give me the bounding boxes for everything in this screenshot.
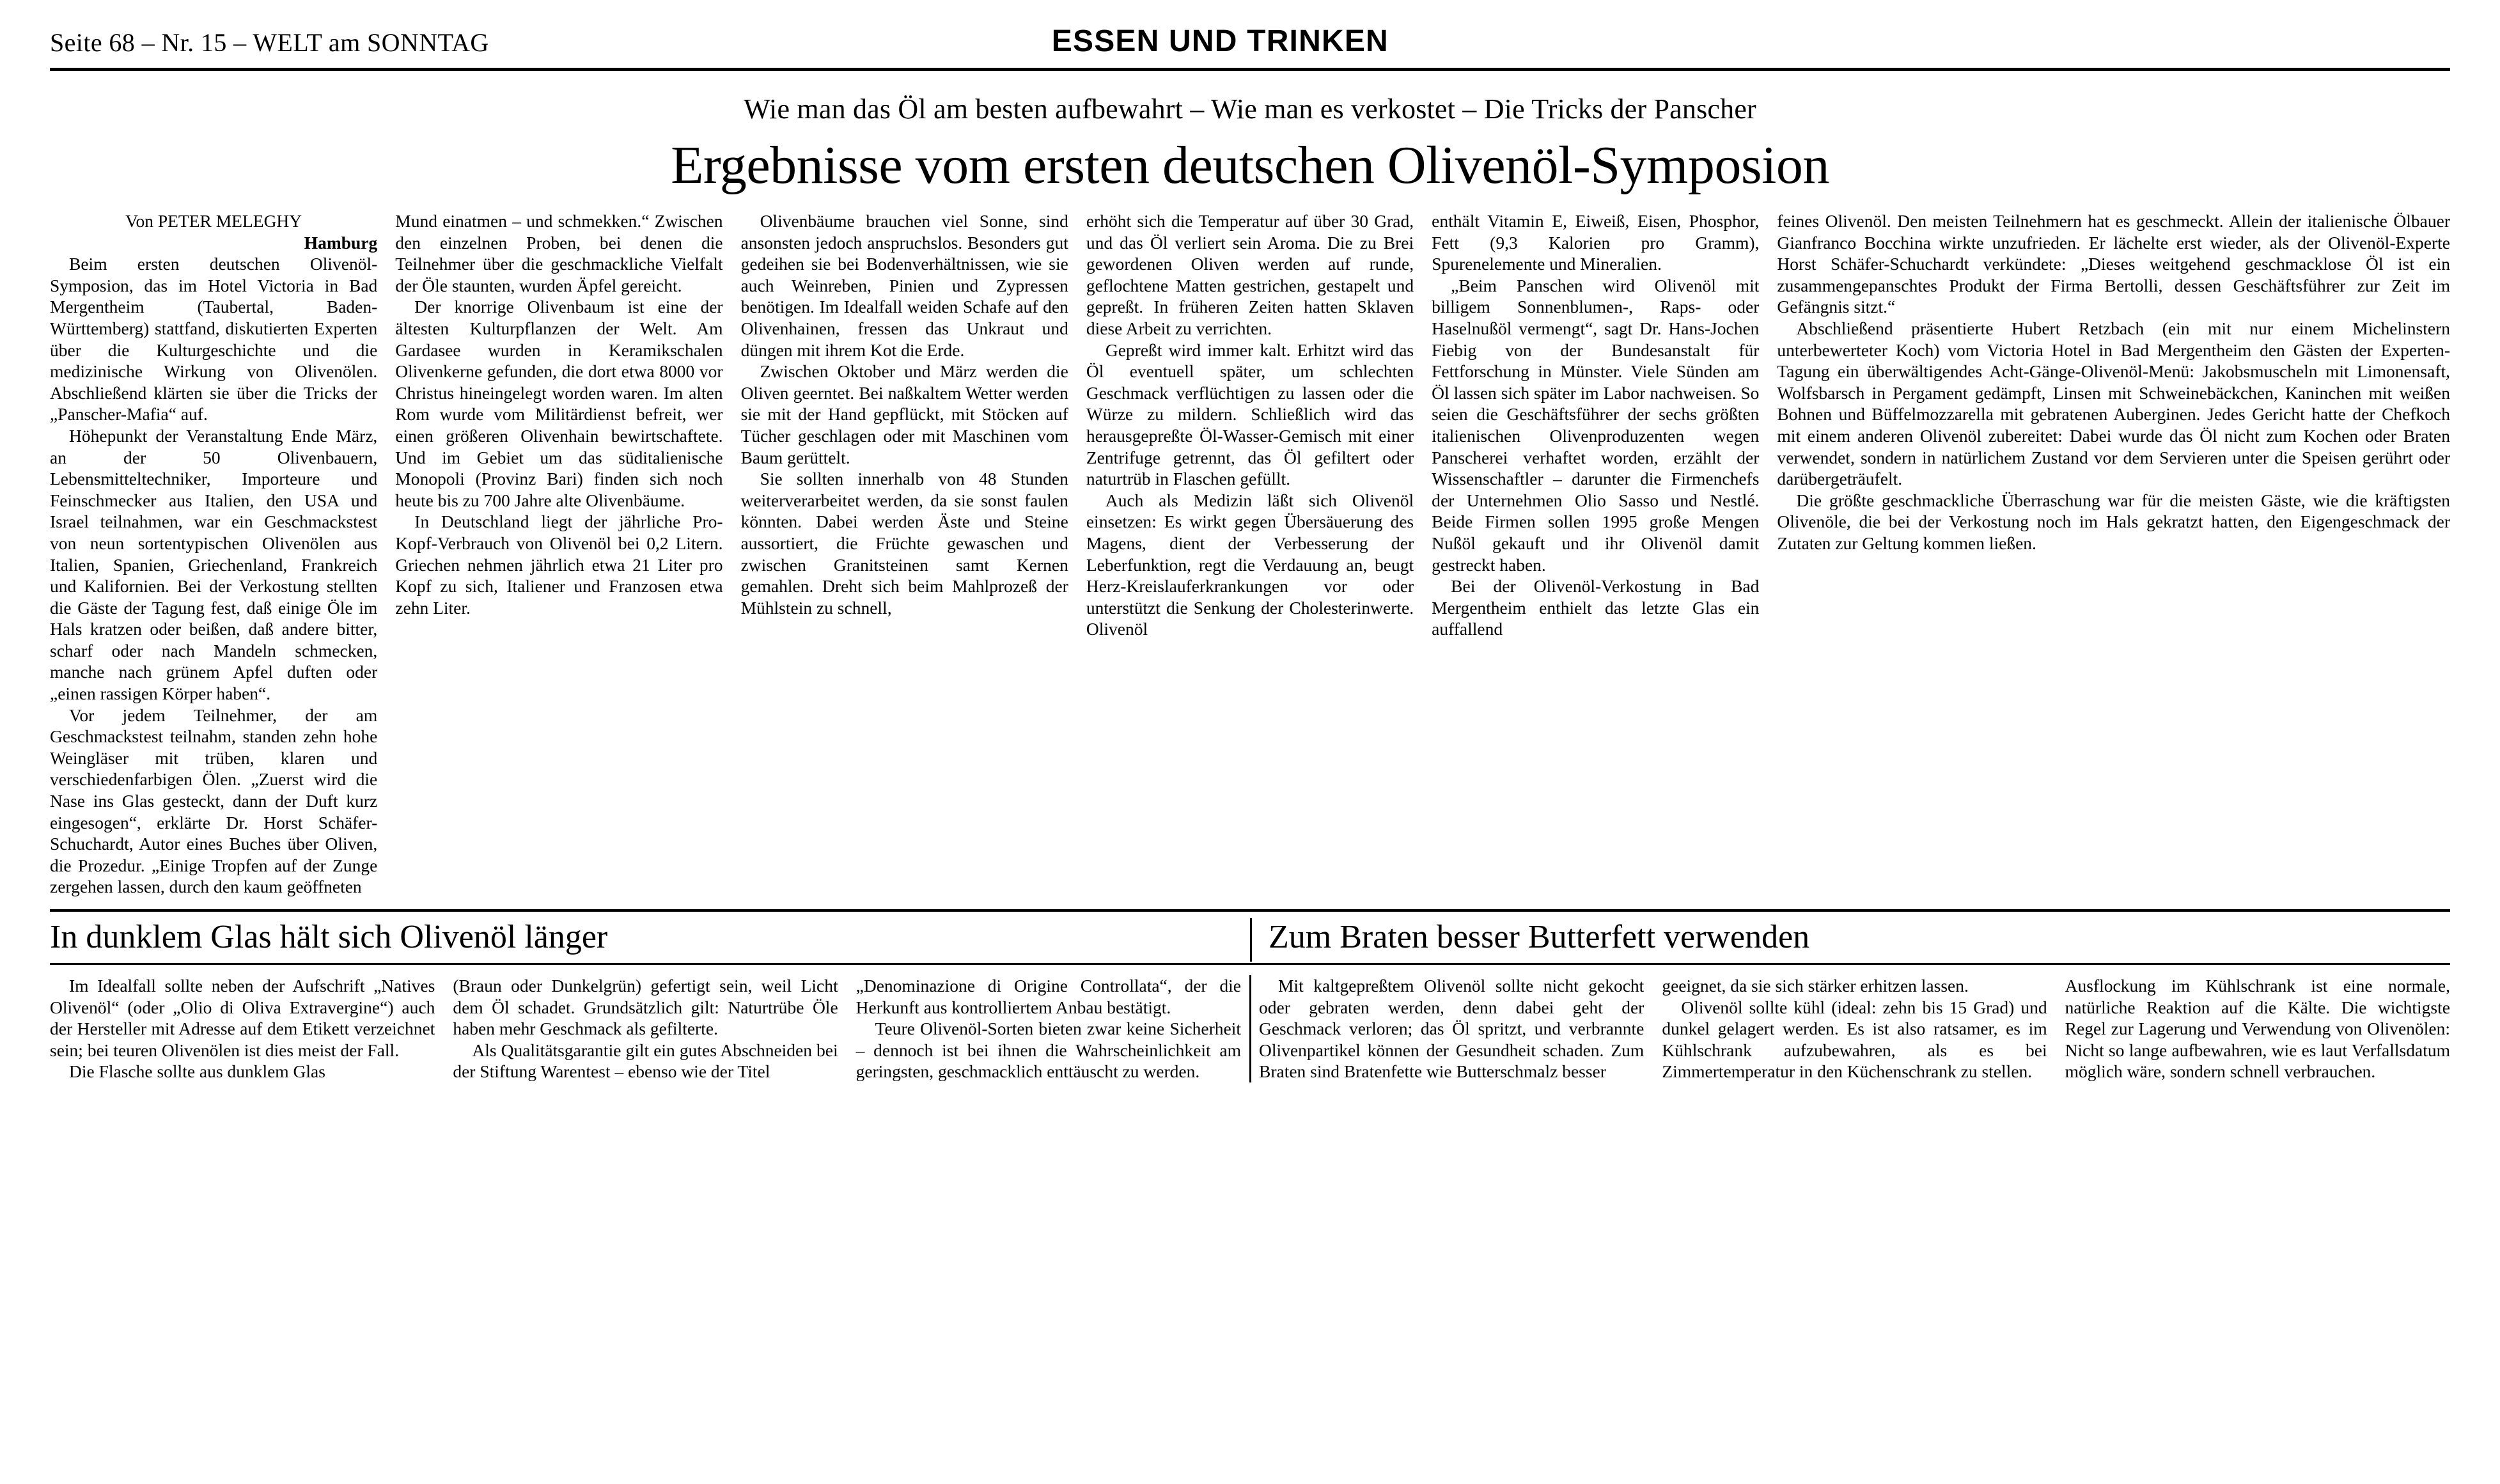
article-column-2 (395, 210, 723, 898)
paragraph: Gepreßt wird immer kalt. Erhitzt wird das Öl eventuell später, um schlechten Geschmack verflüchtigen zu lassen oder die Würze zu mildern. Schließlich wird das herausgepreßte Öl-Wasser-Gemisch mit einer Zentrifuge getrennt, das Öl gefiltert oder naturtrüb in Flaschen gefüllt. (1086, 340, 1414, 489)
paragraph: Bei der Olivenöl-Verkostung in Bad Mergentheim enthielt das letzte Glas ein auffallend (1432, 576, 1760, 639)
sub-article-2-heading: Zum Braten besser Butterfett verwenden (1250, 918, 2450, 962)
paragraph: Beim ersten deutschen Olivenöl-Symposion, das im Hotel Victoria in Bad Mergentheim (Taubertal, Baden-Württemberg) stattfand, diskutierten Experten über die Kulturgeschichte und die medizinische Wirkung von Olivenölen. Abschließend klärten sie über die Tricks der „Panscher-Mafia“ auf. (50, 254, 378, 425)
sub-article-columns (50, 975, 2450, 1082)
sub-article-2-column-3 (2065, 975, 2450, 1082)
paragraph: Die größte geschmackliche Überraschung war für die meisten Gäste, wie die kräftigsten Olivenöle, die bei der Verkostung noch im Hals gekratzt hatten, den Eigengeschmack der Zutaten zur Geltung kommen ließen. (1777, 490, 2450, 553)
sub-article-headings (50, 918, 2450, 962)
sub-article-1-column-1 (50, 975, 435, 1082)
paragraph: geeignet, da sie sich stärker erhitzen lassen. (1662, 976, 1969, 996)
paragraph: Olivenöl sollte kühl (ideal: zehn bis 15 Grad) und dunkel gelagert werden. Es ist also ratsamer, es im Kühlschrank aufzubewahren, als es bei Zimmertemperatur in den Küchenschrank zu stellen. (1662, 997, 2047, 1082)
page-title: Ergebnisse vom ersten deutschen Olivenöl-Symposion (671, 136, 1829, 195)
paragraph: (Braun oder Dunkelgrün) gefertigt sein, weil Licht dem Öl schadet. Grundsätzlich gilt: Naturtrübe Öle haben mehr Geschmack als gefilterte. (453, 976, 838, 1039)
byline (50, 210, 377, 253)
paragraph: In Deutschland liegt der jährliche Pro-Kopf-Verbrauch von Olivenöl bei 0,2 Litern. Griechen nehmen jährlich etwa 21 Liter pro Kopf zu sich, Italiener und Franzosen etwa zehn Liter. (395, 512, 723, 618)
paragraph: Der knorrige Olivenbaum ist eine der ältesten Kulturpflanzen der Welt. Am Gardasee wurden in Keramikschalen Olivenkerne gefunden, die dort etwa 8000 vor Christus hineingelegt worden waren. Im alten Rom wurde vom Militärdienst befreit, wer einen größeren Olivenhain bewirtschaftete. Und im Gebiet um das süditalienische Monopoli (Provinz Bari) finden sich noch heute bis zu 700 Jahre alte Olivenbäume. (395, 297, 723, 510)
masthead (50, 19, 2450, 59)
paragraph: Teure Olivenöl-Sorten bieten zwar keine Sicherheit – dennoch ist bei ihnen die Wahrscheinlichkeit am geringsten, geschmacklich enttäuscht zu werden. (855, 1019, 1241, 1082)
lower-section (50, 909, 2450, 1082)
paragraph: enthält Vitamin E, Eiweiß, Eisen, Phosphor, Fett (9,3 Kalorien pro Gramm), Spurenelemente und Mineralien. (1432, 211, 1760, 274)
paragraph: erhöht sich die Temperatur auf über 30 Grad, und das Öl verliert sein Aroma. Die zu Brei gewordenen Oliven werden auf runde, geflochtene Matten gestrichen, gestapelt und gepreßt. In früheren Zeiten hatten Sklaven diese Arbeit zu verrichten. (1086, 211, 1414, 338)
paragraph: Vor jedem Teilnehmer, der am Geschmackstest teilnahm, standen zehn hohe Weingläser mit trüben, klaren und verschiedenfarbigen Ölen. „Zuerst wird die Nase ins Glas gesteckt, dann der Duft kurz eingesogen“, erklärte Dr. Horst Schäfer-Schuchardt, Autor eines Buches über Oliven, die Prozedur. „Einige Tropfen auf der Zunge zergehen lassen, durch den kaum geöffneten (50, 705, 378, 897)
center-divider (1249, 975, 1251, 1082)
article-column-4 (1086, 210, 1414, 898)
article-column-6 (1777, 210, 2450, 898)
sub-article-1-column-2 (453, 975, 838, 1082)
paragraph: „Beim Panschen wird Olivenöl mit billigem Sonnenblumen-, Raps- oder Haselnußöl vermengt“, sagt Dr. Hans-Jochen Fiebig von der Bundesanstalt für Fettforschung in Münster. Viele Sünden am Öl lassen sich später im Labor nachweisen. So seien die Geschäftsführer der sechs größten italienischen Olivenproduzenten wegen Panscherei verhaftet worden, erzählt der Wissenschaftler – darunter die Firmenchefs der Unternehmen Olio Sasso und Nestlé. Beide Firmen sollen 1995 große Mengen Nußöl gekauft und ihr Olivenöl damit gestreckt haben. (1432, 275, 1760, 575)
article-column-3 (741, 210, 1068, 898)
paragraph: Als Qualitätsgarantie gilt ein gutes Abschneiden bei der Stiftung Warentest – ebenso wie der Titel (453, 1040, 838, 1082)
sub-article-1-column-3 (856, 975, 1241, 1082)
paragraph: Sie sollten innerhalb von 48 Stunden weiterverarbeitet werden, da sie sonst faulen könnten. Dabei werden Äste und Steine aussortiert, die Früchte gewaschen und zwischen Granitsteinen samt Kernen gemahlen. Dreht sich beim Mahlprozeß der Mühlstein zu schnell, (740, 469, 1068, 618)
masthead-page-info: Seite 68 – Nr. 15 – WELT am SONNTAG (50, 28, 489, 57)
paragraph: Ausflockung im Kühlschrank ist eine normale, natürliche Reaktion auf die Kälte. Die wichtigste Regel zur Lagerung und Verwendung von Olivenölen: Nicht so lange aufbewahren, wie es laut Verfallsdatum möglich wäre, sondern schnell verbrauchen. (2065, 976, 2450, 1082)
paragraph: Mund einatmen – und schmekken.“ Zwischen den einzelnen Proben, bei denen die Teilnehmer über die geschmackliche Vielfalt der Öle staunten, wurden Äpfel gereicht. (395, 211, 723, 295)
article-kicker: Wie man das Öl am besten aufbewahrt – Wie man es verkostet – Die Tricks der Panscher (744, 93, 1756, 125)
masthead-section-title: ESSEN UND TRINKEN (1051, 24, 1389, 58)
paragraph: Die Flasche sollte aus dunklem Glas (69, 1061, 325, 1082)
paragraph: Auch als Medizin läßt sich Olivenöl einsetzen: Es wirkt gegen Übersäuerung des Magens, dient der Verbesserung der Leberfunktion, regt die Verdauung an, beugt Herz-Kreislauferkrankungen vor oder unterstützt die Senkung der Cholesterinwerte. Olivenöl (1086, 490, 1414, 639)
paragraph: Zwischen Oktober und März werden die Oliven geerntet. Bei naßkaltem Wetter werden sie mit der Hand gepflückt, mit Stöcken auf Tücher geschlagen oder mit Maschinen vom Baum gerüttelt. (740, 361, 1068, 467)
lower-section-rule (50, 909, 2450, 912)
paragraph: Olivenbäume brauchen viel Sonne, sind ansonsten jedoch anspruchslos. Besonders gut gedeihen sie bei Bodenverhältnissen, wie sie auch Weinreben, Pinien und Zypressen benötigen. Im Idealfall weiden Schafe auf den Olivenhainen, fressen das Unkraut und düngen mit ihrem Kot die Erde. (740, 211, 1068, 360)
paragraph: Im Idealfall sollte neben der Aufschrift „Natives Olivenöl“ (oder „Olio di Oliva Extravergine“) auch der Hersteller mit Adresse auf dem Etikett verzeichnet sein; bei teuren Olivenölen ist dies meist der Fall. (50, 976, 435, 1060)
sub-heading-rule (50, 963, 2450, 965)
sub-article-2-column-1 (1259, 975, 1644, 1082)
paragraph: Höhepunkt der Veranstaltung Ende März, an der 50 Olivenbauern, Lebensmitteltechniker, Importeure und Feinschmecker aus Italien, den USA und Israel teilnahmen, war ein Geschmackstest von neun sortentypischen Olivenölen aus Italien, Spanien, Griechenland, Frankreich und Kalifornien. Bei der Verkostung stellten die Gäste der Tagung fest, daß einige Öle im Hals kratzen oder beißen, daß andere bitter, scharf oder nach Mandeln schmecken, manche nach grünem Apfel duften oder „einen rassigen Körper haben“. (50, 425, 378, 704)
main-article-columns (50, 210, 2450, 898)
article-column-5 (1432, 210, 1759, 898)
byline-city: Hamburg (304, 232, 378, 253)
paragraph: Mit kaltgepreßtem Olivenöl sollte nicht gekocht oder gebraten werden, denn dabei geht der Geschmack verloren; das Öl spritzt, und verbrannte Olivenpartikel können der Gesundheit schaden. Zum Braten sind Bratenfette wie Butterschmalz besser (1258, 976, 1645, 1082)
sub-article-1-heading: In dunklem Glas hält sich Olivenöl länger (50, 919, 608, 955)
byline-author: Von PETER MELEGHY (125, 211, 302, 231)
masthead-rule (50, 68, 2450, 71)
sub-article-2-column-2 (1662, 975, 2047, 1082)
paragraph: „Denominazione di Origine Controllata“, der die Herkunft aus kontrolliertem Anbau bestätigt. (855, 976, 1241, 1017)
paragraph: Abschließend präsentierte Hubert Retzbach (ein mit nur einem Michelinstern unterbewerteter Koch) vom Victoria Hotel in Bad Mergentheim den Gästen der Experten-Tagung ein überwältigendes Acht-Gänge-Olivenöl-Menü: Jakobsmuscheln mit Limonensaft, Wolfsbarsch in Pergament gedämpft, Linsen mit Schweinebäckchen, Kaninchen mit weißen Bohnen und Büffelmozzarella mit gebratenen Auberginen. Jedes Gericht hatte der Chefkoch mit einem anderen Olivenöl zubereitet: Dabei wurde das Öl nicht zum Kochen oder Braten verwendet, sondern in natürlichem Zustand vor dem Servieren unter die Speisen gerührt oder darübergeträufelt. (1777, 318, 2450, 489)
paragraph: feines Olivenöl. Den meisten Teilnehmern hat es geschmeckt. Allein der italienische Ölbauer Gianfranco Bocchina wirkte unzufrieden. Er lächelte erst wieder, als der Olivenöl-Experte Horst Schäfer-Schuchardt verkündete: „Dieses weitgehend geschmacklose Öl ist ein zusammengepanschtes Produkt der Firma Bertolli, dessen Geschäftsführer zur Zeit im Gefängnis sitzt.“ (1777, 211, 2450, 317)
article-column-1 (50, 210, 377, 898)
